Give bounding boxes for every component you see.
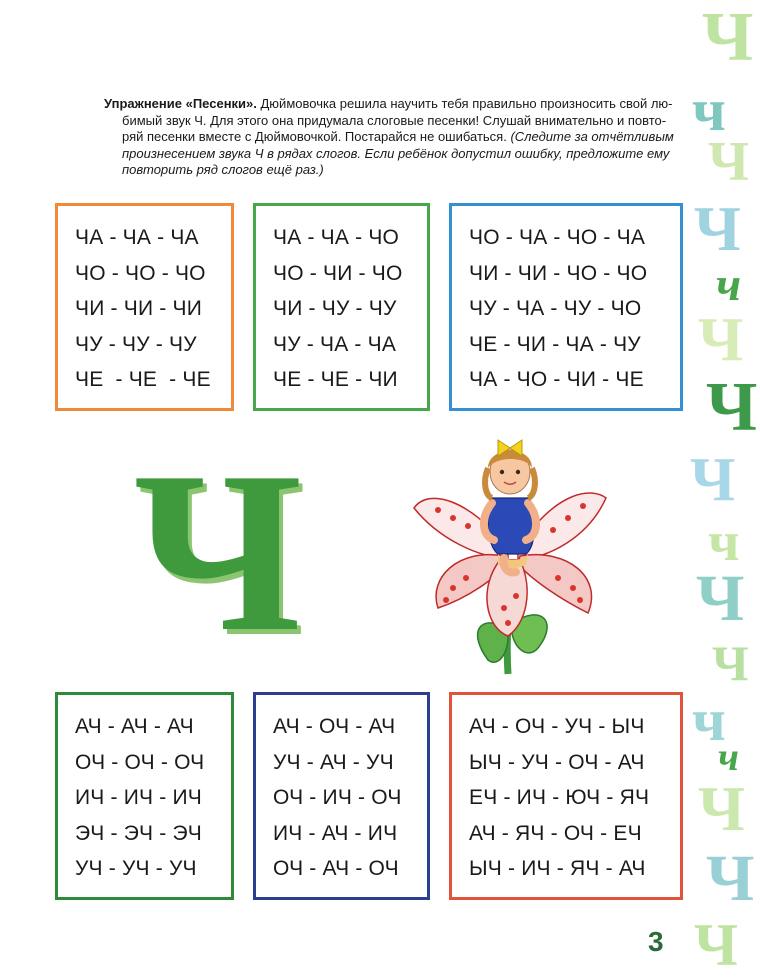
syllable-row: ЭЧ - ЭЧ - ЭЧ [75, 821, 202, 845]
syllable-row: УЧ - АЧ - УЧ [273, 750, 394, 774]
instructions-line-2: бимый звук Ч. Для этого она придумала слоговые песенки! Слушай внимательно и повто- [122, 112, 667, 128]
svg-text:Ч: Ч [690, 446, 736, 514]
syllable-row: ЧА - ЧО - ЧИ - ЧЕ [469, 368, 644, 391]
instructions-line-1: Дюймовочка решила научить тебя правильно произносить свой лю- [256, 96, 673, 111]
svg-text:Ч: Ч [706, 369, 758, 446]
syllable-row: ЧЕ - ЧИ - ЧА - ЧУ [469, 332, 641, 356]
svg-text:Ч: Ч [712, 635, 749, 691]
exercise-title: Упражнение «Песенки». [104, 96, 257, 111]
syllable-box-1 [55, 203, 234, 411]
syllable-row: ЧО - ЧИ - ЧО [273, 261, 403, 285]
svg-text:ч: ч [718, 734, 739, 779]
syllable-row: ИЧ - АЧ - ИЧ [273, 821, 398, 845]
svg-text:Ч: Ч [708, 131, 750, 193]
syllable-row: ЧЕ - ЧЕ - ЧЕ [75, 368, 211, 391]
syllable-box-6 [449, 692, 683, 900]
syllable-row: УЧ - УЧ - УЧ [75, 857, 197, 880]
big-letter-che: Ч [133, 424, 303, 679]
svg-text:Ч: Ч [694, 193, 741, 264]
syllable-row: ЧО - ЧО - ЧО [75, 261, 206, 285]
syllable-box-4 [55, 692, 234, 900]
syllable-row: ЫЧ - ИЧ - ЯЧ - АЧ [469, 857, 646, 880]
syllable-row: ЧА - ЧА - ЧО [273, 226, 400, 249]
teacher-note-3: повторить ряд слогов ещё раз.) [122, 162, 324, 177]
teacher-note-2: произнесением звука Ч в рядах слогов. Если ребёнок допустил ошибку, предложите ему [122, 145, 670, 161]
thumbelina-flower-illustration [408, 428, 610, 674]
svg-text:Ч: Ч [698, 773, 745, 844]
syllable-row: АЧ - ОЧ - АЧ [273, 715, 396, 738]
syllable-row: ЧУ - ЧУ - ЧУ [75, 332, 197, 356]
svg-text:Ч: Ч [702, 0, 754, 76]
syllable-row: ОЧ - АЧ - ОЧ [273, 857, 399, 880]
svg-text:ч: ч [708, 511, 740, 573]
syllable-row: ЕЧ - ИЧ - ЮЧ - ЯЧ [469, 786, 650, 809]
syllable-row: АЧ - АЧ - АЧ [75, 715, 194, 738]
teacher-note-1: (Следите за отчётливым [506, 129, 674, 144]
syllable-row: ОЧ - ОЧ - ОЧ [75, 750, 205, 774]
decorative-letter-strip [690, 0, 760, 978]
syllable-row: ЧИ - ЧУ - ЧУ [273, 297, 397, 320]
syllable-row: ЧЕ - ЧЕ - ЧИ [273, 368, 398, 391]
syllable-row: ОЧ - ИЧ - ОЧ [273, 786, 402, 809]
svg-text:ч: ч [692, 77, 726, 143]
syllable-row: ЧУ - ЧА - ЧА [273, 332, 397, 356]
syllable-row: ЧА - ЧА - ЧА [75, 226, 199, 249]
syllable-row: ЧУ - ЧА - ЧУ - ЧО [469, 297, 642, 320]
instructions-line-3: ряй песенки вместе с Дюймовочкой. Постарайся не ошибаться. [122, 129, 507, 144]
svg-text:Ч: Ч [698, 306, 744, 374]
syllable-row: ЧИ - ЧИ - ЧО - ЧО [469, 261, 648, 285]
decorative-letters-background [690, 0, 760, 978]
syllable-row: АЧ - ОЧ - УЧ - ЫЧ [469, 715, 645, 738]
syllable-row: ИЧ - ИЧ - ИЧ [75, 786, 202, 809]
svg-text:Ч: Ч [706, 842, 755, 915]
syllable-row: ЧИ - ЧИ - ЧИ [75, 297, 202, 320]
exercise-instructions [104, 96, 686, 179]
syllable-row: ЫЧ - УЧ - ОЧ - АЧ [469, 750, 645, 774]
svg-text:Ч: Ч [694, 912, 739, 978]
page-number: 3 [648, 926, 664, 957]
syllable-box-5 [253, 692, 430, 900]
svg-text:ч: ч [692, 687, 726, 753]
syllable-box-2 [253, 203, 430, 411]
syllable-row: АЧ - ЯЧ - ОЧ - ЕЧ [469, 821, 642, 845]
syllable-row: ЧО - ЧА - ЧО - ЧА [469, 226, 646, 249]
svg-text:ч: ч [716, 258, 742, 311]
svg-text:Ч: Ч [696, 562, 745, 635]
syllable-box-3 [449, 203, 683, 411]
